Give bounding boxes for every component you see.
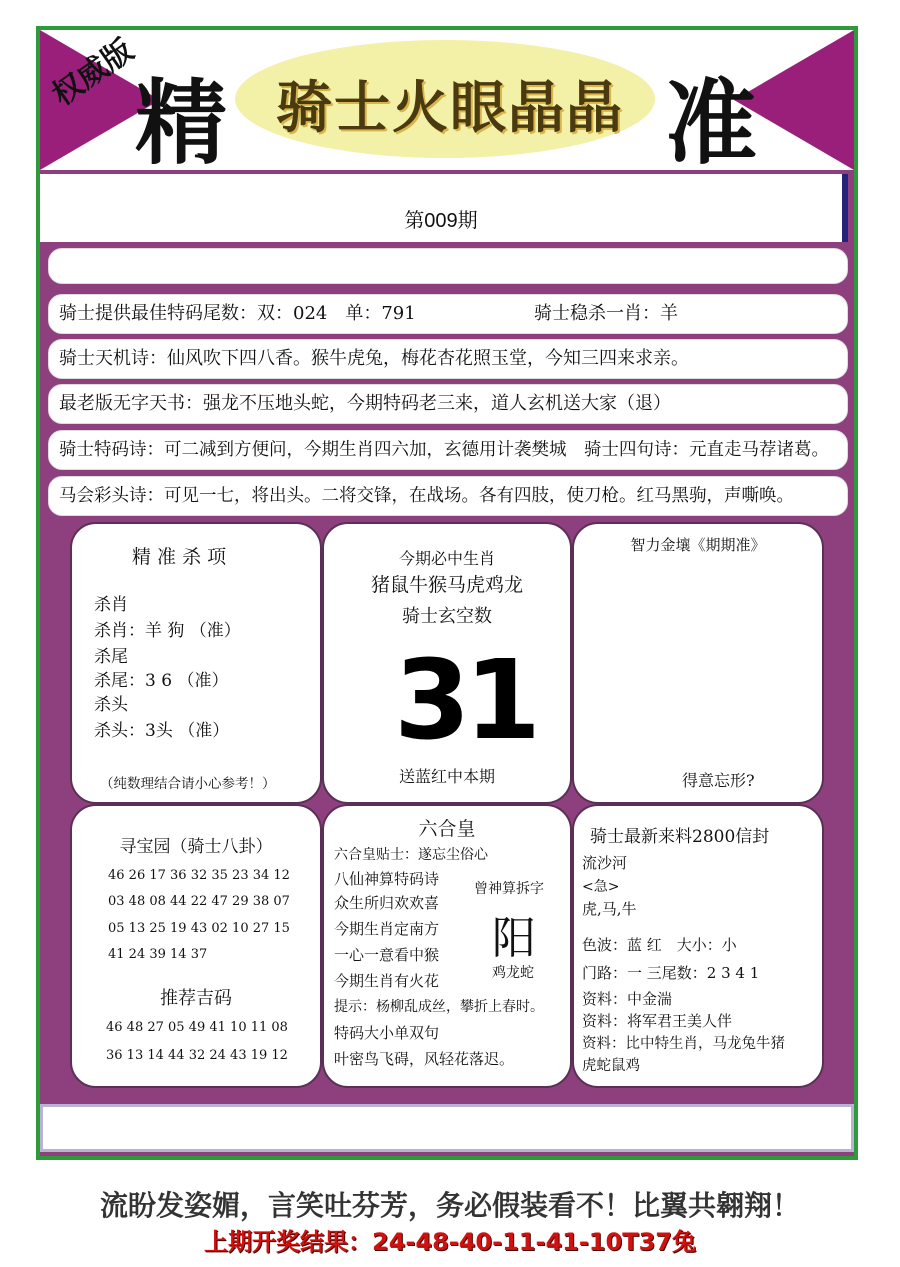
liuhe-hint: 提示：杨柳乱成丝，攀折上春时。	[334, 999, 544, 1015]
number-line: 41 24 39 14 37	[108, 947, 208, 962]
kill-note: （纯数理结合请小心参考！）	[100, 776, 276, 792]
authority-label: 权威版	[46, 32, 140, 114]
treasure-panel	[70, 804, 322, 1088]
row-text: 最老版无字天书：强龙不压地头蛇，今期特码老三来，道人玄机送大家（退）	[59, 393, 671, 414]
page-title: 骑士火眼晶晶	[276, 76, 624, 141]
lucky-subtitle: 推荐吉码	[160, 988, 232, 1009]
kill-line: 杀肖	[94, 595, 128, 615]
wisdom-panel	[572, 522, 824, 804]
letters-panel	[572, 804, 824, 1088]
header-banner	[40, 30, 854, 170]
panel-title: 骑士最新来料2800信封	[590, 827, 770, 847]
panel-title: 寻宝园（骑士八卦）	[119, 837, 273, 857]
letter-line: 资料：中金湍	[582, 990, 673, 1008]
liuhe-line: 今期生肖定南方	[334, 920, 440, 938]
info-row	[48, 430, 848, 470]
center-panel	[322, 522, 572, 804]
number-line: 46 26 17 36 32 35 23 34 12	[108, 868, 290, 883]
kill-line: 杀头：3头 （准）	[94, 721, 230, 741]
info-row	[48, 339, 848, 379]
panel-title: 精 准 杀 项	[132, 546, 227, 568]
liuhe-tip: 六合皇贴士：遂忘尘俗心	[334, 847, 488, 863]
center-bottom-text: 送蓝红中本期	[398, 767, 495, 786]
info-row	[48, 384, 848, 424]
wisdom-text: 得意忘形?	[682, 771, 755, 790]
footer-blank-box	[40, 1104, 854, 1152]
info-row	[48, 476, 848, 516]
last-result: 上期开奖结果：24-48-40-11-41-10T37兔	[204, 1228, 696, 1256]
kill-zodiac-text: 骑士稳杀一肖：羊	[534, 303, 678, 324]
tail-number-text: 骑士提供最佳特码尾数：双：024 单：791	[59, 303, 416, 324]
liuhe-line: 特码大小单双句	[334, 1024, 440, 1042]
mystic-number: 31	[394, 636, 536, 764]
liuhe-line: 众生所归欢欢喜	[334, 894, 440, 912]
number-line: 03 48 08 44 22 47 29 38 07	[108, 894, 290, 909]
liuhe-line: 今期生肖有火花	[334, 972, 440, 990]
side-char: 阳	[492, 913, 536, 964]
panel-title: 智力金壤《期期准》	[630, 536, 766, 554]
letter-line: 门路：一 三尾数：2 3 4 1	[582, 964, 760, 982]
row-text: 骑士特码诗：可二减到方便问，今期生肖四六加，玄德用计袭樊城 骑士四句诗：元直走马荐诸葛。	[59, 440, 829, 460]
liuhe-line: 叶密鸟飞碍，风轻花落迟。	[334, 1050, 515, 1068]
letter-line: 色波：蓝 红 大小：小	[582, 936, 737, 954]
letter-line: 资料：比中特生肖，马龙兔牛猪	[582, 1036, 785, 1052]
issue-box	[40, 174, 848, 242]
left-big-char: 精	[135, 70, 228, 170]
lucky-line: 36 13 14 44 32 24 43 19 12	[106, 1048, 288, 1063]
liuhe-panel	[322, 804, 572, 1088]
kill-line: 杀尾：3 6 （准）	[94, 671, 229, 691]
panel-title: 六合皇	[418, 818, 476, 840]
letter-line: <急>	[582, 879, 620, 895]
letter-line: 虎,马,牛	[582, 900, 637, 918]
must-win-label: 今期必中生肖	[398, 549, 495, 568]
info-row	[48, 294, 848, 334]
zodiac-list: 猪鼠牛猴马虎鸡龙	[370, 574, 523, 596]
kill-panel	[70, 522, 322, 804]
side-title: 曾神算拆字	[474, 881, 544, 897]
footer-poem: 流盼发姿媚，言笑吐芬芳，务必假装看不！比翼共翱翔！	[99, 1189, 800, 1222]
lucky-line: 46 48 27 05 49 41 10 11 08	[106, 1020, 288, 1035]
kill-line: 杀肖：羊 狗 （准）	[94, 621, 241, 641]
kill-line: 杀尾	[94, 647, 128, 667]
liuhe-line: 八仙神算特码诗	[334, 870, 440, 888]
liuhe-line: 一心一意看中猴	[334, 946, 440, 964]
kill-line: 杀头	[94, 695, 128, 715]
letter-line: 流沙河	[582, 854, 628, 872]
issue-number: 第009期	[404, 210, 478, 232]
number-line: 05 13 25 19 43 02 10 27 15	[108, 921, 290, 936]
row-text: 骑士天机诗：仙风吹下四八香。猴牛虎兔，梅花杏花照玉堂，今知三四来求亲。	[59, 348, 689, 369]
right-big-char: 准	[665, 70, 758, 170]
mystic-number-label: 骑士玄空数	[402, 606, 492, 627]
letter-line: 虎蛇鼠鸡	[582, 1058, 640, 1074]
row-text: 马会彩头诗：可见一七，将出头。二将交锋，在战场。各有四肢，使刀枪。红马黑驹，声嘶唤。	[59, 486, 794, 506]
side-zodiac: 鸡龙蛇	[492, 965, 534, 981]
blank-row	[48, 248, 848, 284]
letter-line: 资料：将军君王美人伴	[582, 1012, 733, 1030]
